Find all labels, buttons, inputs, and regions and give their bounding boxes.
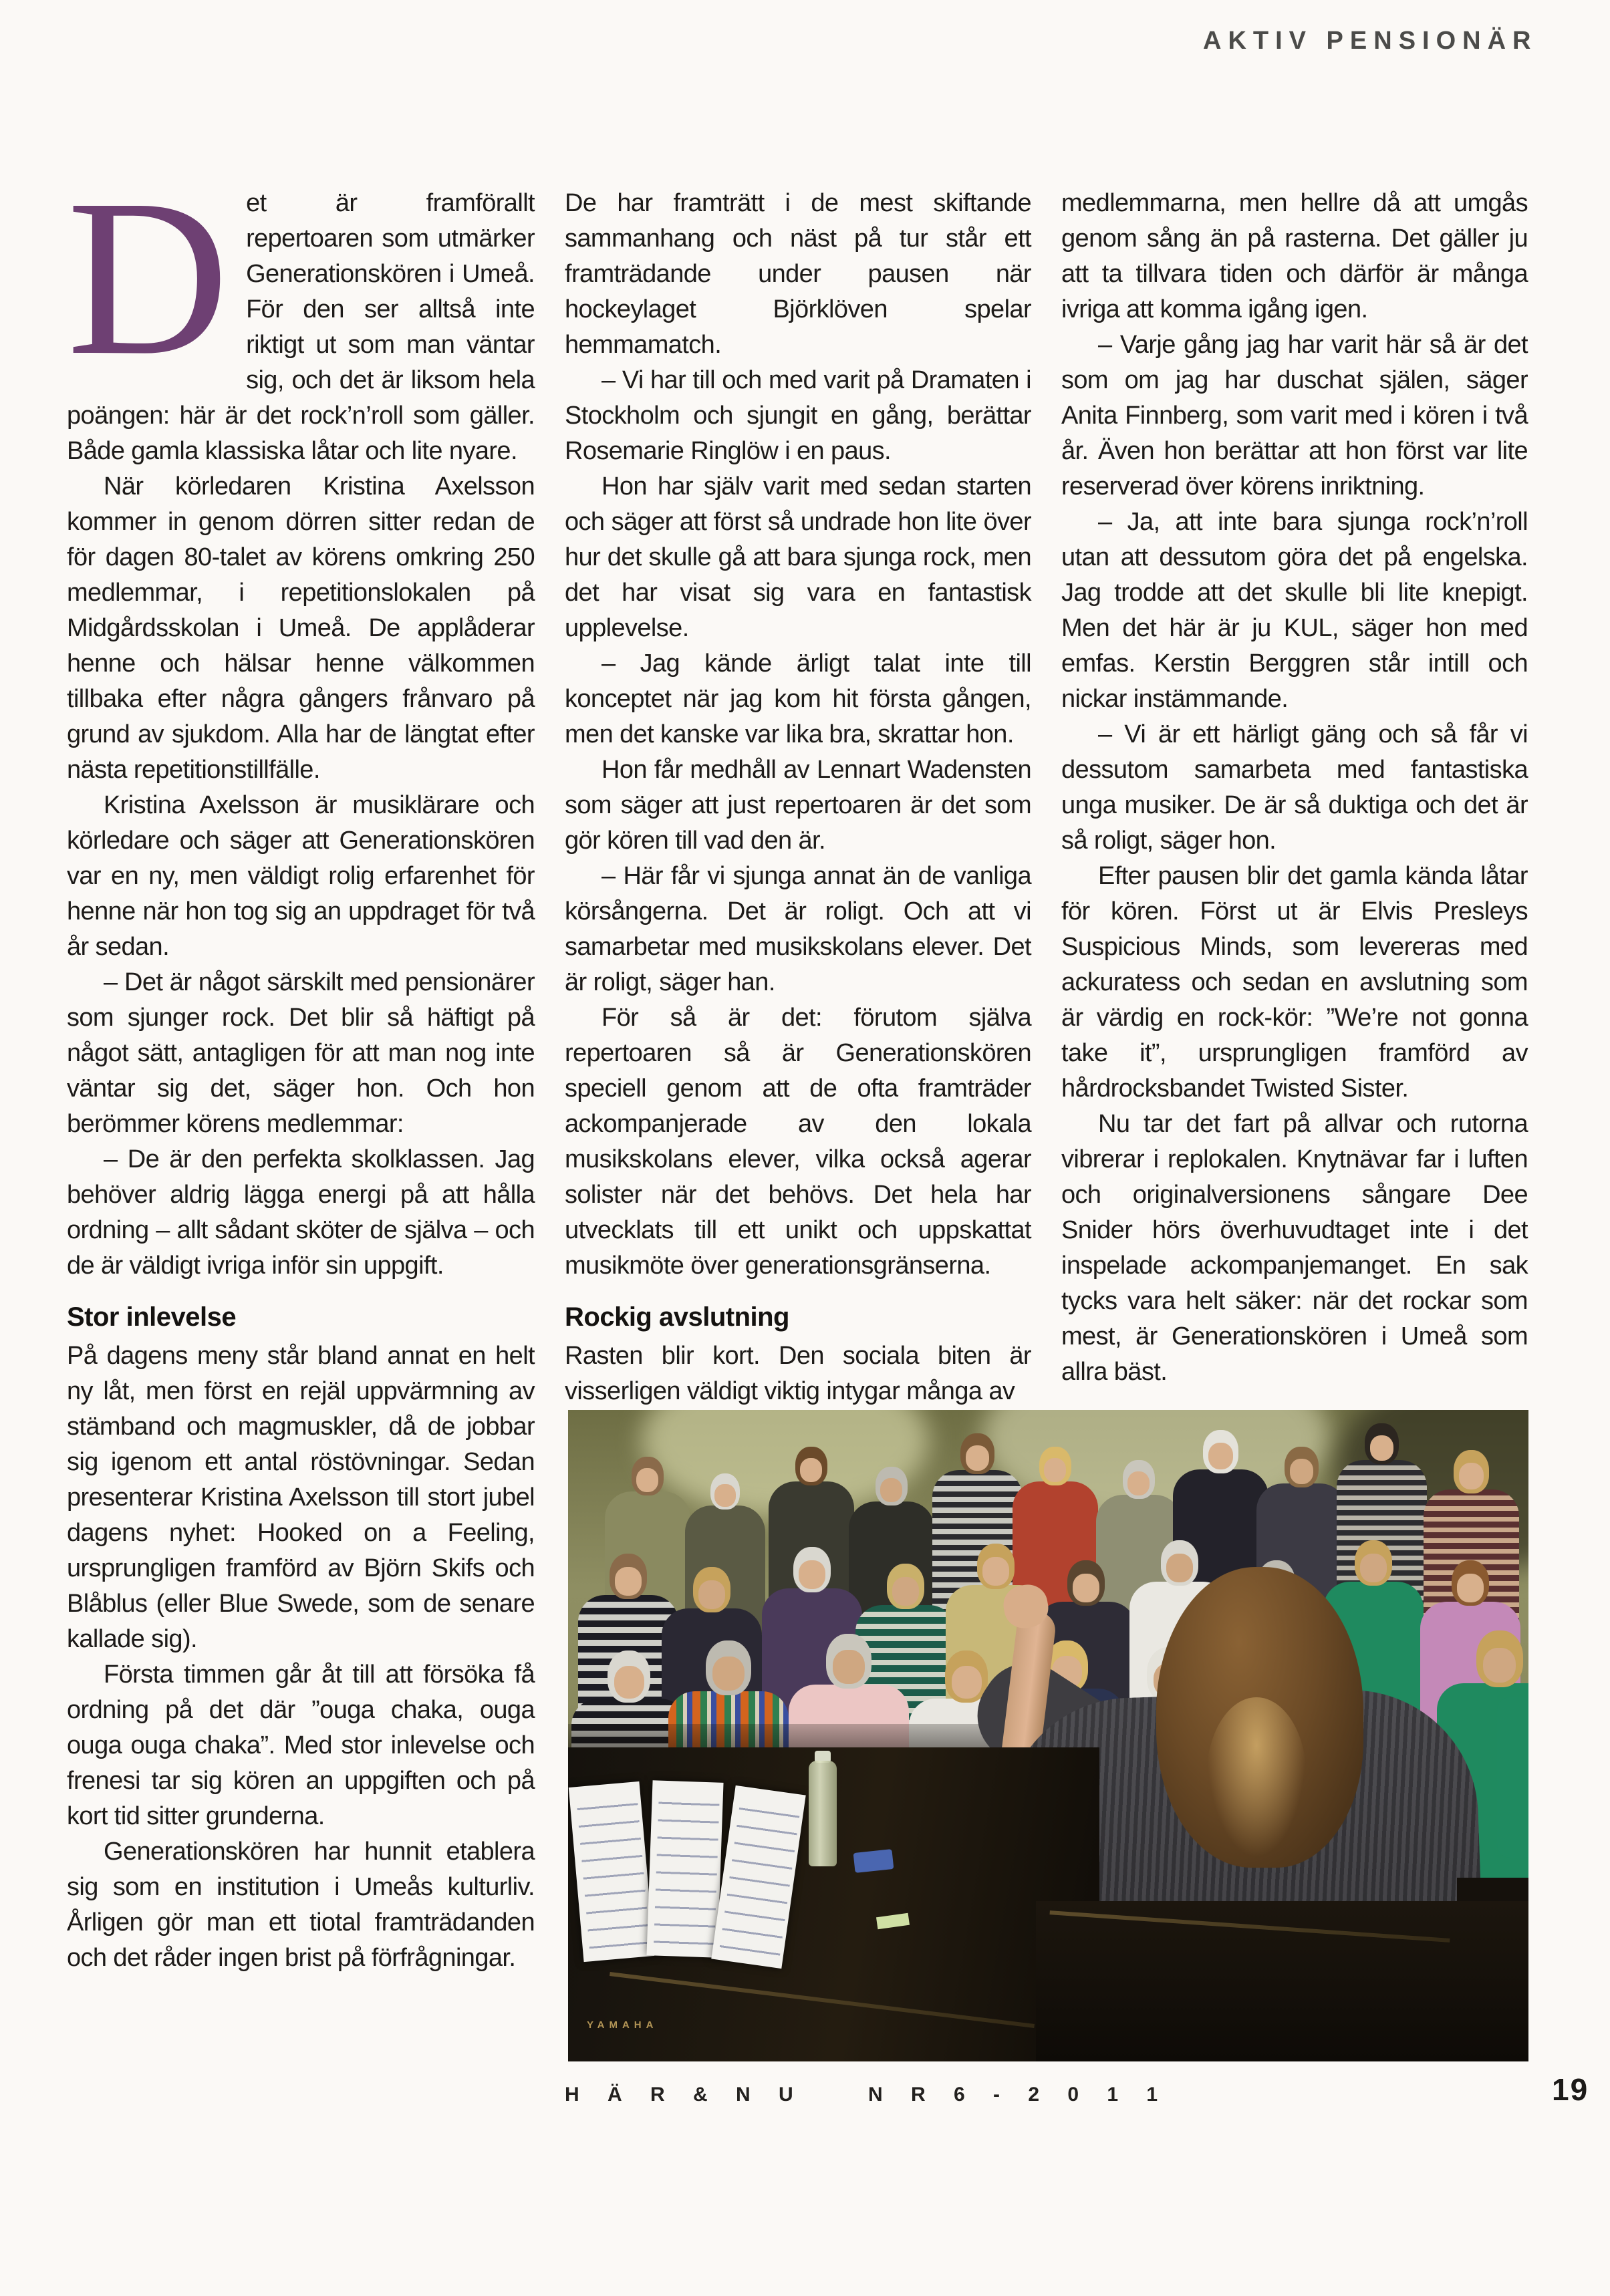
choir-member-face [800,1458,822,1482]
paragraph: På dagens meny står bland annat en helt ny låt, men först en rejäl uppvärmning av stämband och magmuskler, då de jobbar sig igenom ett antal röstövningar. Sedan presenterar Kristina Axelsson till stort jubel dagens nyhet: Hooked on a Feeling, ursprungligen framförd av Björn Skifs och Blåblus (eller Blue Swede, som de senare kallade sig). [67,1342,535,1653]
footer-issue: N R 6 - 2 0 1 1 [868,2084,1170,2106]
choir-member-face [1457,1574,1483,1602]
choir-photo [568,1410,1528,2061]
choir-member-face [636,1468,658,1492]
article-column-1 [67,153,535,1977]
choir-member-face [615,1567,641,1595]
section-kicker: AKTIV PENSIONÄR [1203,27,1538,55]
paragraph: medlemmarna, men hellre då att umgås genom sång än på rasterna. Det gäller ju att ta tillvara tiden och därför är många ivriga att komma igång igen. [1061,189,1528,323]
paragraph: När körledaren Kristina Axelsson kommer in genom dörren sitter redan de för dagen 80-talet av körens omkring 250 medlemmar, i repetitionslokalen på Midgårdsskolan i Umeå. De applåderar henne och hälsar henne välkommen tillbaka efter några gångers frånvaro på grund av sjukdom. Alla har de längtat efter nästa repetitionstillfälle. [67,472,535,784]
choir-member-face [1483,1648,1516,1683]
conductor-hair-highlight [1206,1697,1307,1858]
opening-paragraph: Det är framförallt repertoaren som utmärker Generationskören i Umeå. För den ser alltså inte riktigt ut som man väntar sig, och det är liksom hela poängen: här är det rock’n’roll som gäller. Både gamla klassiska låtar och lite nyare. [67,153,535,465]
choir-member-face [966,1445,989,1471]
paragraph: – Jag kände ärligt talat inte till konceptet när jag kom hit första gången, men det kanske var lika bra, skrattar hon. [565,650,1031,748]
piano-lid [1036,1901,1528,2061]
choir-member-face [880,1478,902,1502]
choir-member-face [1370,1435,1393,1461]
paragraph: Rasten blir kort. Den sociala biten är visserligen väldigt viktig intygar många av [565,1342,1031,1405]
choir-member-face [1073,1574,1099,1602]
paragraph: Hon får medhåll av Lennart Wadensten som säger att just repertoaren är det som gör kören till vad den är. [565,756,1031,855]
section-heading: Stor inlevelse [67,1302,237,1332]
article-column-2 [565,186,1031,1409]
article-column-3 [1061,186,1528,1386]
paragraph: – Ja, att inte bara sjunga rock’n’roll utan att dessutom göra det på engelska. Jag trodde att det skulle bli lite knepigt. Men det här är ju KUL, säger hon med emfas. Kerstin Berggren står intill och nickar instämmande. [1061,508,1528,713]
paragraph: – De är den perfekta skolklassen. Jag behöver aldrig lägga energi på att hålla ordning – allt sådant sköter de själva – och de är väldigt ivriga inför sin uppgift. [67,1145,535,1280]
choir-member-face [614,1666,644,1698]
piano-brand-label: YAMAHA [587,2019,658,2031]
paragraph: Första timmen går åt till att försöka få ordning på det där ”ouga chaka, ouga ouga ouga chaka”. Med stor inlevelse och frenesi tar sig kören an uppgiften och på kort tid sitter grunderna. [67,1661,535,1830]
paragraph: Efter pausen blir det gamla kända låtar för kören. Först ut är Elvis Presleys Suspicious Minds, som levereras med ackuratess och sedan en avslutning som är värdig en rock-kör: ”We’re not gonna take it”, ursprungligen framförd av hårdrocksbandet Twisted Sister. [1061,862,1528,1103]
choir-member-green-sleeve [1497,1697,1528,1858]
paragraph: – Här får vi sjunga annat än de vanliga körsångerna. Det är roligt. Och att vi samarbetar med musikskolans elever. Det är roligt, säger han. [565,862,1031,996]
sheet-music-page [569,1781,654,1962]
sheet-music-page [646,1780,723,1958]
section-heading: Rockig avslutning [565,1302,789,1332]
choir-member-face [982,1557,1009,1585]
choir-member-face [952,1666,982,1698]
choir-member-face [712,1657,744,1691]
drop-cap: D [67,153,229,402]
choir-member-face [1360,1554,1386,1582]
choir-member-face [714,1484,735,1507]
choir-member-face [799,1560,825,1588]
footer-magazine-title: H Ä R & N U [565,2084,805,2106]
paragraph: Generationskören har hunnit etablera sig som en institution i Umeås kulturliv. Årligen gör man ett tiotal framträdanden och det råder ingen brist på förfrågningar. [67,1838,535,1972]
choir-member-face [1127,1471,1150,1495]
blue-box [853,1849,894,1873]
choir-member-face [892,1577,918,1605]
water-bottle [809,1761,837,1866]
choir-member-face [833,1650,864,1684]
footer [565,2084,1169,2106]
paragraph: – Varje gång jag har varit här så är det som om jag har duschat själen, säger Anita Finnberg, som varit med i kören i två år. Även hon berättar att hon först var lite reserverad över körens inriktning. [1061,331,1528,500]
paragraph: De har framträtt i de mest skiftande sammanhang och näst på tur står ett framträdande under pausen när hockeylaget Björklöven spelar hemmamatch. [565,189,1031,359]
choir-member-face [698,1580,724,1608]
page-number: 19 [1552,2072,1589,2107]
choir-member-face [1044,1458,1066,1482]
paragraph: – Vi är ett härligt gäng och så får vi dessutom samarbeta med fantastiska unga musiker. De är så duktiga och det är så roligt, säger hon. [1061,720,1528,855]
paragraph: – Det är något särskilt med pensionärer som sjunger rock. Det blir så häftigt på något sätt, antagligen för att man nog inte väntar sig det, säger hon. Och hon berömmer körens medlemmar: [67,968,535,1138]
paragraph: För så är det: förutom själva repertoaren så är Generationskören speciell genom att de ofta framträder ackompanjerade av den lokala musikskolans elever, vilka också agerar solister när det behövs. Det hela har utvecklats till ett unikt och uppskattat musikmöte över generationsgränserna. [565,1004,1031,1280]
choir-member-face [1459,1463,1484,1489]
paragraph: Hon har själv varit med sedan starten och säger att först så undrade hon lite över hur det skulle gå att bara sjunga rock, men det har visat sig vara en fantastisk upplevelse. [565,472,1031,642]
paragraph: Kristina Axelsson är musiklärare och körledare och säger att Generationskören var en ny, men väldigt rolig erfarenhet för henne när hon tog sig an uppdraget för två år sedan. [67,791,535,961]
paragraph: Nu tar det fart på allvar och rutorna vibrerar i replokalen. Knytnävar far i luften och originalversionens sångare Dee Snider hörs överhuvudtaget inte i det inspelade ackompanjemanget. En sak tycks vara helt säker: när det rockar som mest, är Generationskören i Umeå som allra bäst. [1061,1110,1528,1386]
choir-member-face [1290,1459,1313,1484]
paragraph: – Vi har till och med varit på Dramaten i Stockholm och sjungit en gång, berättar Rosemarie Ringlöw i en paus. [565,366,1031,465]
choir-member-face [1166,1554,1192,1582]
choir-member-face [1208,1443,1233,1469]
